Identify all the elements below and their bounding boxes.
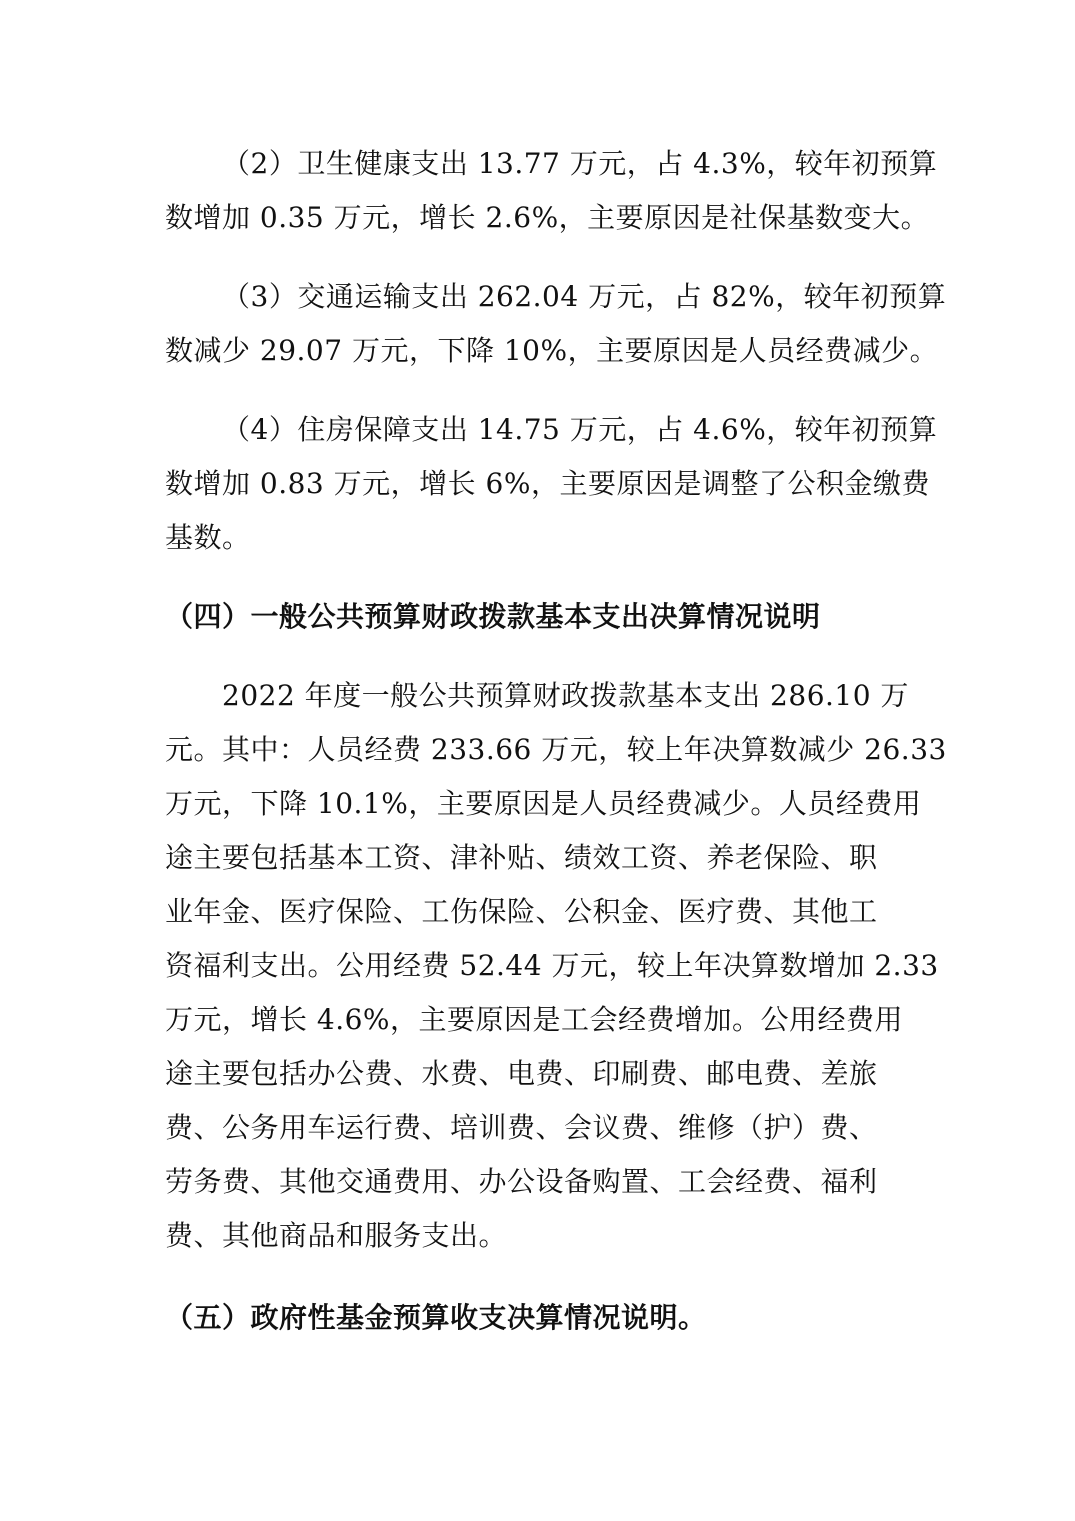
- section-4-line-1: 2022 年度一般公共预算财政拨款基本支出 286.10 万: [222, 679, 909, 712]
- section-4-line-5: 业年金、医疗保险、工伤保险、公积金、医疗费、其他工: [165, 895, 878, 928]
- section-4-line-6: 资福利支出。公用经费 52.44 万元，较上年决算数增加 2.33: [165, 949, 939, 982]
- section-4-line-4: 途主要包括基本工资、津补贴、绩效工资、养老保险、职: [165, 841, 878, 874]
- paragraph-4-line-3: 基数。: [165, 521, 251, 554]
- section-4-line-7: 万元，增长 4.6%，主要原因是工会经费增加。公用经费用: [165, 1003, 904, 1036]
- section-4-heading: （四）一般公共预算财政拨款基本支出决算情况说明: [165, 600, 821, 633]
- paragraph-3-line-2: 数减少 29.07 万元，下降 10%，主要原因是人员经费减少。: [165, 334, 939, 367]
- section-4-line-2: 元。其中：人员经费 233.66 万元，较上年决算数减少 26.33: [165, 733, 947, 766]
- section-5-heading: （五）政府性基金预算收支决算情况说明。: [165, 1301, 707, 1334]
- paragraph-2-line-1: （2）卫生健康支出 13.77 万元，占 4.3%，较年初预算: [222, 147, 938, 180]
- paragraph-2-line-2: 数增加 0.35 万元，增长 2.6%，主要原因是社保基数变大。: [165, 201, 930, 234]
- paragraph-4-line-1: （4）住房保障支出 14.75 万元，占 4.6%，较年初预算: [222, 413, 938, 446]
- section-4-line-8: 途主要包括办公费、水费、电费、印刷费、邮电费、差旅: [165, 1057, 878, 1090]
- section-4-line-11: 费、其他商品和服务支出。: [165, 1219, 508, 1252]
- paragraph-3-line-1: （3）交通运输支出 262.04 万元，占 82%，较年初预算: [222, 280, 947, 313]
- section-4-line-9: 费、公务用车运行费、培训费、会议费、维修（护）费、: [165, 1111, 878, 1144]
- paragraph-4-line-2: 数增加 0.83 万元，增长 6%，主要原因是调整了公积金缴费: [165, 467, 930, 500]
- section-4-line-10: 劳务费、其他交通费用、办公设备购置、工会经费、福利: [165, 1165, 878, 1198]
- section-4-line-3: 万元，下降 10.1%，主要原因是人员经费减少。人员经费用: [165, 787, 922, 820]
